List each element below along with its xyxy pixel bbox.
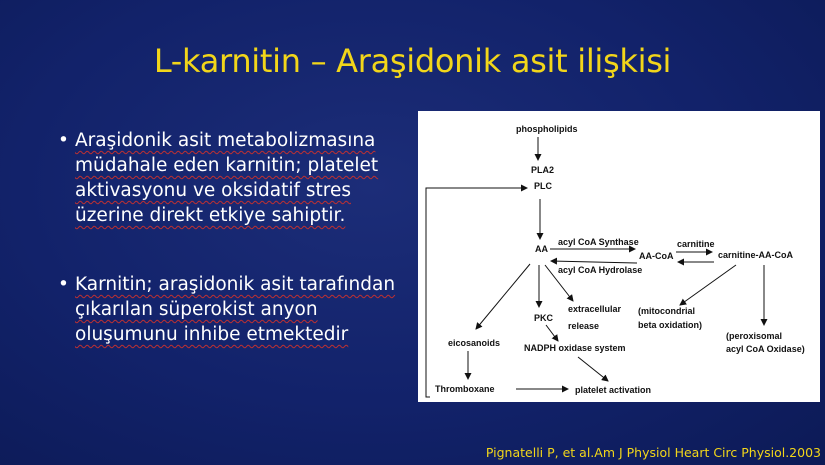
arrow-pkc-nadph: [546, 325, 558, 341]
node-platelet-activation: platelet activation: [575, 385, 652, 395]
arrow-carnitine-mito: [680, 265, 736, 305]
node-peroxisomal-1: (peroxisomal: [726, 331, 783, 341]
node-thromboxane: Thromboxane: [435, 384, 495, 394]
label-carnitine: carnitine: [677, 239, 715, 249]
node-carnitine-aa-coa: carnitine-AA-CoA: [718, 250, 794, 260]
node-phospholipids: phospholipids: [516, 124, 578, 134]
bullet-list: [58, 128, 408, 391]
node-aa: AA: [535, 244, 548, 254]
arrow-feedback-to-plc: [426, 188, 527, 397]
node-eicosanoids: eicosanoids: [448, 338, 501, 348]
node-mitochondrial-2: beta oxidation): [638, 320, 703, 330]
arrow-aa-eicosanoids: [476, 264, 530, 329]
node-pla2: PLA2: [531, 165, 555, 175]
node-aa-coa: AA-CoA: [639, 251, 674, 261]
node-peroxisomal-2: acyl CoA Oxidase): [726, 344, 805, 354]
bullet-item-2: • Karnitin; araşidonik asit tarafından çıkarılan süperokist anyon oluşumunu inhibe etmektedir: [58, 272, 408, 347]
slide-title: L-karnitin – Araşidonik asit ilişkisi: [153, 42, 672, 80]
node-mitochondrial-1: (mitocondrial: [638, 306, 696, 316]
pathway-diagram-svg: [418, 111, 820, 402]
bullet-item-1: • Araşidonik asit metabolizmasına müdahale eden karnitin; platelet aktivasyonu ve oksidatif stres üzerine direkt etkiye sahiptir.: [58, 128, 408, 228]
arrow-nadph-platelet: [578, 357, 608, 381]
node-nadph-oxidase: NADPH oxidase system: [524, 343, 626, 353]
label-acyl-coa-hydrolase: acyl CoA Hydrolase: [558, 265, 643, 275]
arrow-aacoa-to-aa: [551, 261, 637, 263]
node-extracellular: extracellular: [568, 304, 622, 314]
pathway-diagram: [418, 111, 820, 402]
node-plc: PLC: [534, 181, 552, 191]
node-release: release: [568, 321, 600, 331]
node-pkc: PKC: [534, 313, 554, 323]
citation: Pignatelli P, et al.Am J Physiol Heart Circ Physiol.2003: [485, 445, 821, 460]
label-acyl-coa-synthase: acyl CoA Synthase: [558, 237, 639, 247]
